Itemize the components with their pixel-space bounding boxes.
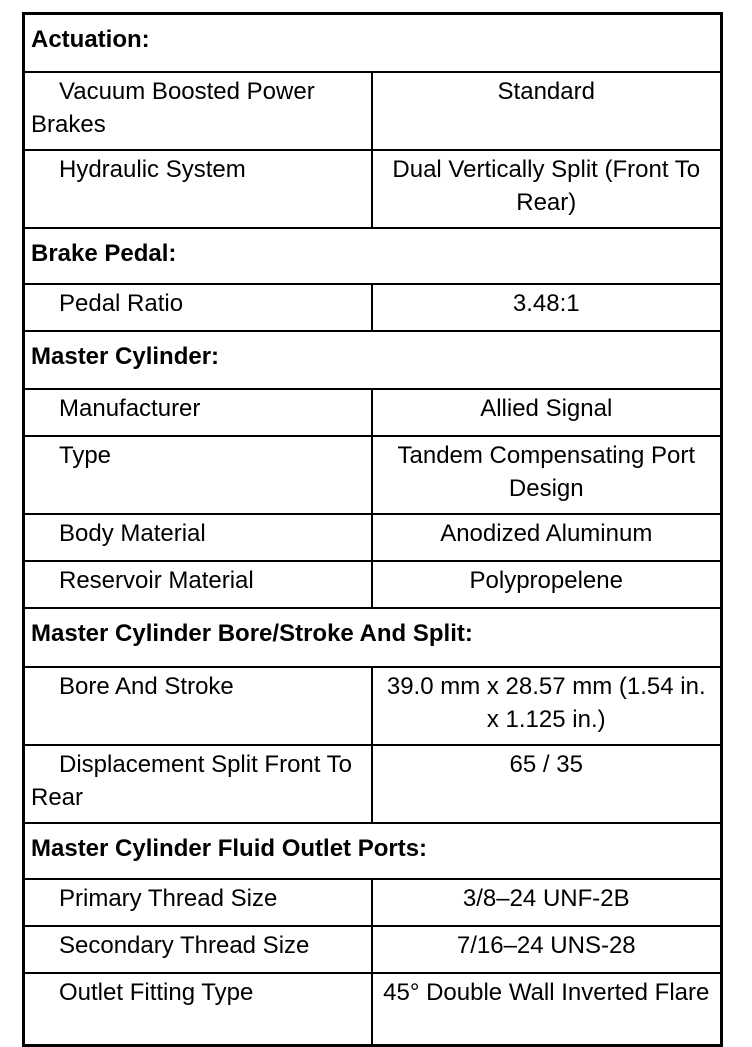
section-title: Brake Pedal: — [24, 228, 722, 284]
section-header-row — [24, 331, 722, 389]
spec-label: Displacement Split Front To Rear — [24, 745, 372, 823]
spec-label: Pedal Ratio — [24, 284, 372, 331]
brake-specifications-table — [22, 12, 723, 1047]
spec-label: Type — [24, 436, 372, 514]
spec-label: Bore And Stroke — [24, 667, 372, 745]
section-header-row — [24, 14, 722, 73]
section-title: Master Cylinder Bore/Stroke And Split: — [24, 608, 722, 667]
table-row — [24, 879, 722, 926]
spec-value: 7/16–24 UNS-28 — [372, 926, 722, 973]
spec-label: Vacuum Boosted Power Brakes — [24, 72, 372, 150]
table-row — [24, 389, 722, 436]
spec-label: Body Material — [24, 514, 372, 561]
section-header-row — [24, 608, 722, 667]
spec-label: Secondary Thread Size — [24, 926, 372, 973]
spec-label: Hydraulic System — [24, 150, 372, 228]
spec-value: Anodized Aluminum — [372, 514, 722, 561]
table-row — [24, 745, 722, 823]
spec-label: Outlet Fitting Type — [24, 973, 372, 1046]
spec-value: 65 / 35 — [372, 745, 722, 823]
table-row — [24, 926, 722, 973]
spec-value: 39.0 mm x 28.57 mm (1.54 in. x 1.125 in.) — [372, 667, 722, 745]
section-header-row — [24, 823, 722, 879]
table-row — [24, 561, 722, 608]
spec-value: Standard — [372, 72, 722, 150]
spec-value: Polypropelene — [372, 561, 722, 608]
spec-value: 45° Double Wall Inverted Flare — [372, 973, 722, 1046]
table-row — [24, 72, 722, 150]
table-row — [24, 514, 722, 561]
spec-value: Dual Vertically Split (Front To Rear) — [372, 150, 722, 228]
section-title: Master Cylinder: — [24, 331, 722, 389]
spec-value: Allied Signal — [372, 389, 722, 436]
spec-label: Reservoir Material — [24, 561, 372, 608]
section-title: Master Cylinder Fluid Outlet Ports: — [24, 823, 722, 879]
spec-label: Manufacturer — [24, 389, 372, 436]
table-row — [24, 150, 722, 228]
spec-value: 3.48:1 — [372, 284, 722, 331]
spec-value: 3/8–24 UNF-2B — [372, 879, 722, 926]
table-row — [24, 284, 722, 331]
section-title: Actuation: — [24, 14, 722, 73]
spec-value: Tandem Compensating Port Design — [372, 436, 722, 514]
spec-label: Primary Thread Size — [24, 879, 372, 926]
section-header-row — [24, 228, 722, 284]
table-row — [24, 436, 722, 514]
table-row — [24, 667, 722, 745]
